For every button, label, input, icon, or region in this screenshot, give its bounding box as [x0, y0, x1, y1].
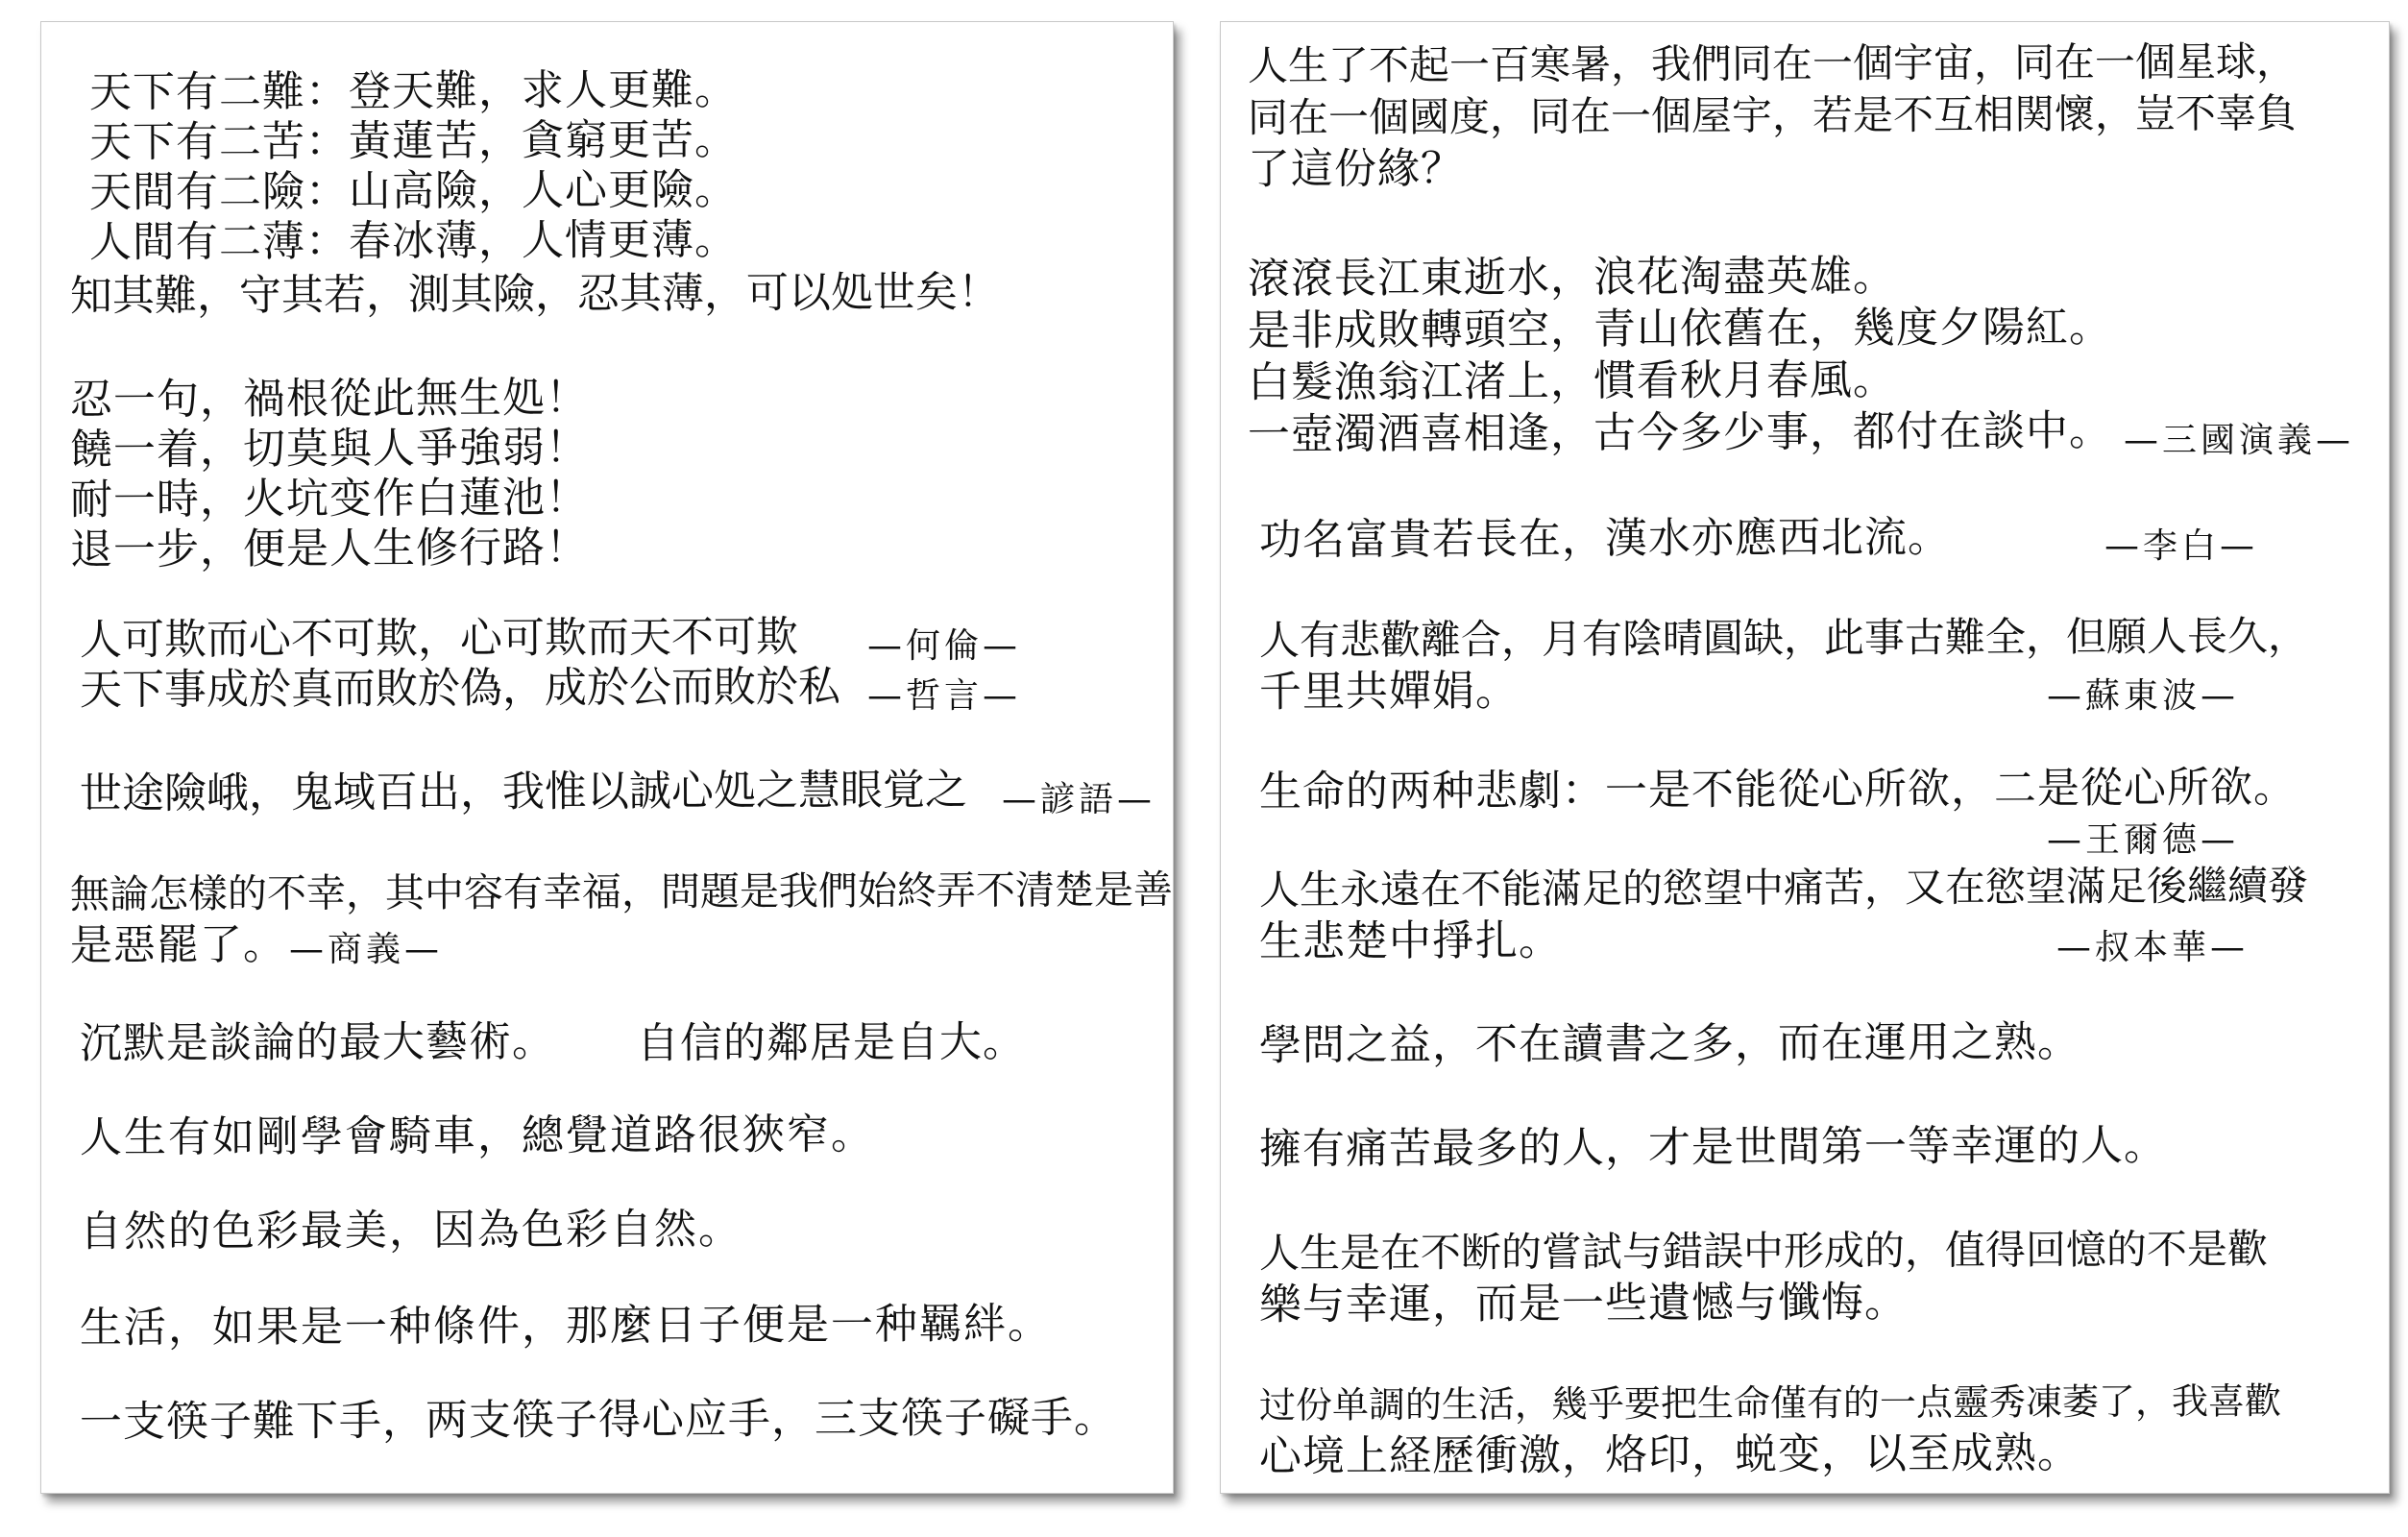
text-line: 人生有如剛學會騎車，總覺道路很狹窄。 [79, 1110, 876, 1162]
text-line: 人有悲歡離合，月有陰晴圓缺，此事古難全，但願人長久， [1258, 612, 2309, 664]
attribution: —王爾德— [2047, 820, 2240, 860]
text-line: 自然的色彩最美，因為色彩自然。 [79, 1204, 743, 1256]
text-line: 天間有二險：山高險，人心更險。 [88, 165, 739, 217]
text-line: 樂与幸運，而是一些遺憾与懺悔。 [1258, 1278, 1909, 1330]
attribution: —李白— [2104, 526, 2259, 566]
text-line: 千里共嬋娟。 [1258, 666, 1520, 717]
text-line: 滾滾長江東逝水，浪花淘盡英雄。 [1247, 252, 1897, 304]
text-line: 沉默是談論的最大藝術。 [79, 1016, 556, 1068]
text-line: 天下有二苦：黃蓮苦，貪窮更苦。 [88, 115, 739, 167]
attribution: —商義— [289, 930, 444, 969]
text-line: 耐一時，火坑变作白蓮池！ [69, 473, 590, 525]
text-line: 天下事成於真而敗於偽，成於公而敗於私 [79, 662, 841, 715]
attribution: —蘇東波— [2047, 676, 2240, 716]
text-line: 一壺濁酒喜相逢，古今多少事，都付在談中。 [1247, 406, 2113, 459]
text-line: 學問之益，不在讀書之多，而在運用之熟。 [1258, 1017, 2081, 1070]
text-line: 忍一句，禍根從此無生処！ [69, 373, 590, 425]
text-line: 是非成敗轉頭空，青山依舊在，幾度夕陽紅。 [1247, 303, 2113, 355]
text-line: 知其難，守其若，測其險，忍其薄，可以処世矣！ [69, 267, 1001, 321]
attribution: —諺語— [1002, 780, 1156, 819]
text-line: 無論怎樣的不幸，其中容有幸福，問題是我們始終弄不清楚是善 [69, 866, 1174, 917]
text-line: 同在一個國度，同在一個屋宇，若是不互相関懷，豈不辜負 [1247, 89, 2298, 141]
text-line: 人生了不起一百寒暑，我們同在一個宇宙，同在一個星球， [1247, 37, 2298, 89]
text-line: 自信的鄰居是自大。 [636, 1017, 1027, 1068]
attribution: —三國演義— [2124, 421, 2355, 460]
text-line: 一支筷子難下手，两支筷子得心应手，三支筷子礙手。 [79, 1393, 1118, 1447]
text-line: 擁有痛苦最多的人，才是世間第一等幸運的人。 [1258, 1120, 2168, 1174]
text-line: 人間有二薄：春冰薄，人情更薄。 [88, 215, 739, 267]
text-line: 生命的两种悲劇：一是不能從心所欲，二是從心所欲。 [1258, 763, 2298, 817]
text-line: 天下有二難：登天難，求人更難。 [88, 65, 739, 117]
text-line: 世途險峨，鬼域百出，我惟以誠心処之慧眼覚之 [79, 765, 968, 818]
text-line: 人生永遠在不能滿足的慾望中痛苦，又在慾望滿足後繼續發 [1258, 862, 2309, 914]
text-line: 功名富貴若長在，漢水亦應西北流。 [1258, 512, 1952, 565]
text-line: 退一步，便是人生修行路！ [69, 523, 590, 574]
text-line: 是惡罷了。 [69, 920, 287, 970]
text-line: 白髮漁翁江渚上，慣看秋月春風。 [1247, 355, 1897, 407]
text-line: 生悲楚中掙扎。 [1258, 915, 1563, 966]
attribution: —哲言— [867, 676, 1022, 716]
text-line: 人生是在不断的嘗試与錯誤中形成的，值得回憶的不是歡 [1258, 1225, 2269, 1277]
text-line: 人可欺而心不可欺，心可欺而天不可欺 [79, 612, 799, 665]
left-handwritten-page [40, 21, 1174, 1494]
text-line: 了這份緣？ [1247, 144, 1465, 194]
text-line: 饒一着，切莫與人爭強弱！ [69, 423, 590, 475]
text-line: 生活，如果是一种條件，那麼日子便是一种羈絆。 [79, 1299, 1053, 1353]
text-line: 心境上経歷衝激，烙印，蜕变，以至成熟。 [1258, 1428, 2081, 1481]
text-line: 过份单調的生活，幾乎要把生命僅有的一点靈秀凍萎了，我喜歡 [1258, 1379, 2282, 1427]
attribution: —何倫— [867, 626, 1022, 666]
right-handwritten-page [1220, 21, 2390, 1494]
attribution: —叔本華— [2056, 928, 2250, 967]
